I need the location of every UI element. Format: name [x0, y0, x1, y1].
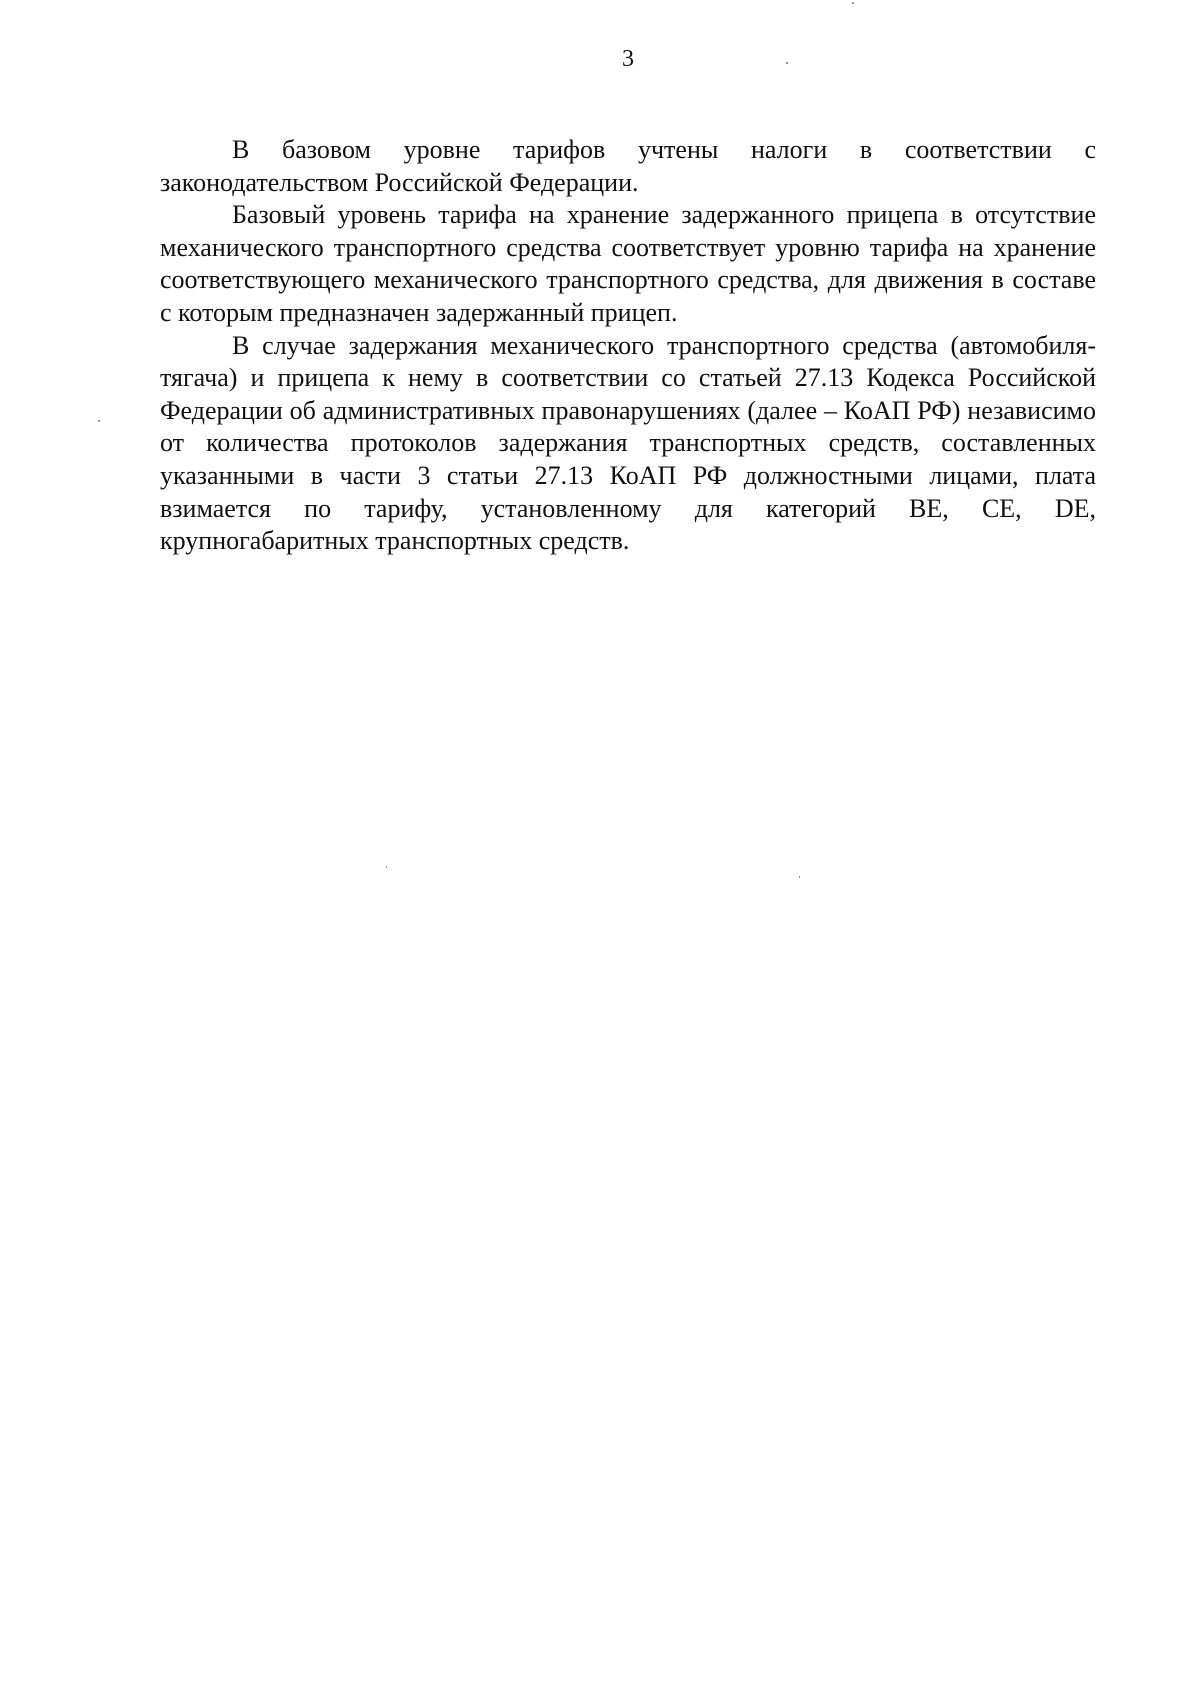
- paragraph-detention-fee: В случае задержания механического транспортного средства (автомобиля-тягача) и прицепа к нему в соответствии со статьей 27.13 Кодекса Российской Федерации об административных правонарушениях (далее – КоАП РФ) независимо от количества протоколов задержания транспортных средств, составленных указанными в части 3 статьи 27.13 КоАП РФ должностными лицами, плата взимается по тарифу, установленному для категорий BE, CE, DE, крупногабаритных транспортных средств.: [160, 330, 1096, 556]
- scan-speck: [786, 62, 788, 64]
- paragraph-taxes: В базовом уровне тарифов учтены налоги в соответствии с законодательством Российской Федерации.: [160, 135, 1096, 197]
- scan-speck: [98, 420, 100, 422]
- paragraph-trailer-storage: Базовый уровень тарифа на хранение задержанного прицепа в отсутствие механического транспортного средства соответствует уровню тарифа на хранение соответствующего механического транспортного средства, для движения в составе с которым предназначен задержанный прицеп.: [160, 200, 1096, 327]
- scan-speck: [386, 866, 387, 868]
- document-body: [160, 134, 1096, 558]
- scan-speck: [799, 876, 800, 878]
- page-number: 3: [622, 46, 634, 72]
- scan-speck: [852, 2, 854, 4]
